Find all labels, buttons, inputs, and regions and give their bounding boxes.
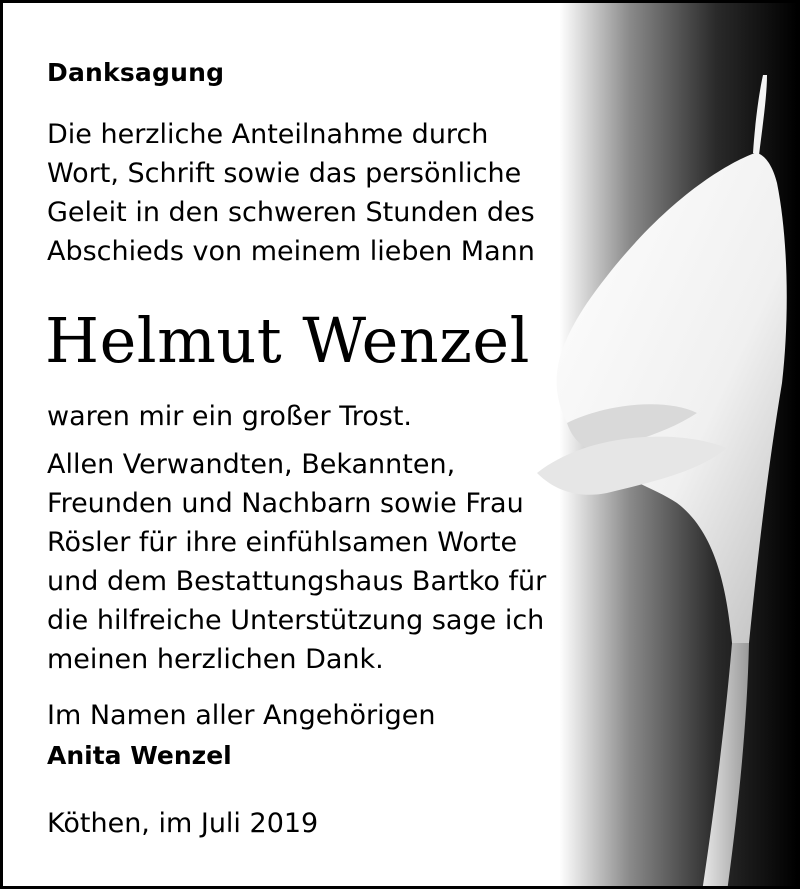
body-line: meinen herzlichen Dank. (47, 644, 384, 675)
body-line: Rösler für ihre einfühlsamen Worte (47, 527, 518, 558)
body-line: waren mir ein großer Trost. (47, 401, 412, 432)
signatory-name: Anita Wenzel (47, 741, 232, 770)
body-line: Freunden und Nachbarn sowie Frau (47, 488, 524, 519)
signoff-text: Im Namen aller Angehörigen (47, 700, 436, 731)
body-line: und dem Bestattungshaus Bartko für (47, 566, 547, 597)
place-date: Köthen, im Juli 2019 (47, 808, 319, 839)
calla-lily-icon (527, 3, 797, 889)
thanks-paragraph (47, 445, 546, 679)
intro-line: Die herzliche Anteilnahme durch (47, 119, 489, 150)
body-line: Allen Verwandten, Bekannten, (47, 449, 456, 480)
intro-line: Wort, Schrift sowie das persönliche (47, 158, 522, 189)
intro-line: Abschieds von meinem lieben Mann (47, 236, 535, 267)
deceased-name: Helmut Wenzel (45, 304, 530, 377)
thanks-paragraph (47, 397, 412, 436)
body-line: die hilfreiche Unterstützung sage ich (47, 605, 545, 636)
intro-line: Geleit in den schweren Stunden des (47, 197, 535, 228)
notice-heading: Danksagung (47, 58, 225, 87)
calla-lily-image (527, 3, 797, 886)
intro-paragraph (47, 115, 535, 271)
